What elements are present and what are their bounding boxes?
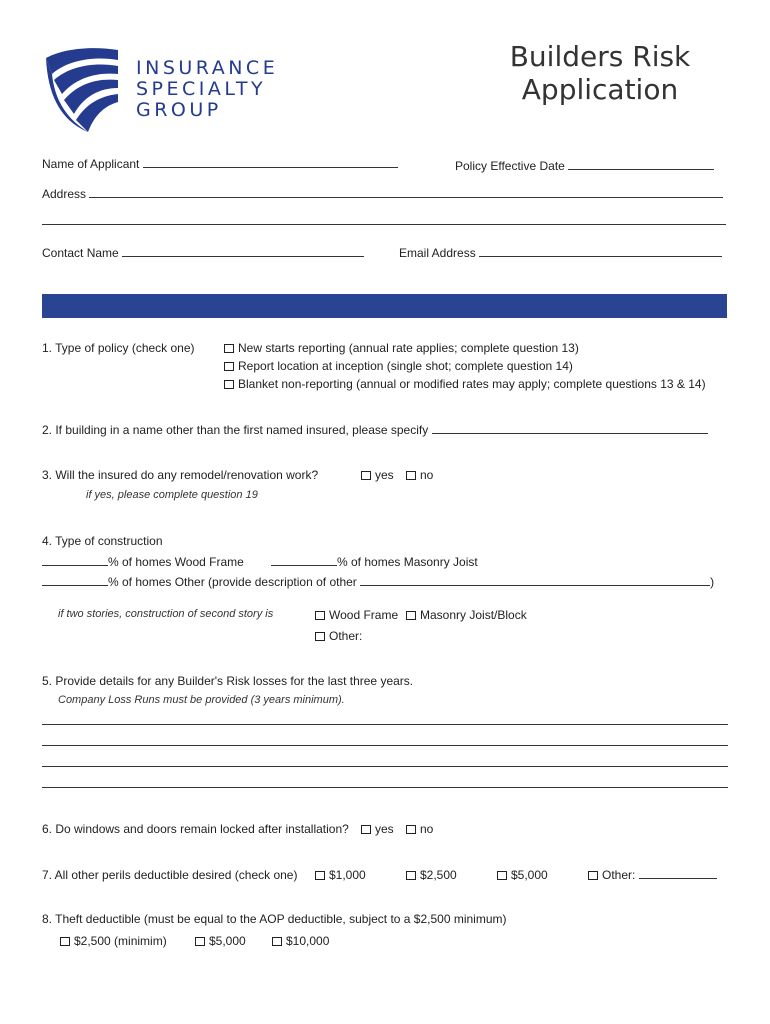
brand-line-1: INSURANCE xyxy=(136,57,279,79)
checkbox[interactable] xyxy=(361,471,371,480)
q6-yes-option[interactable]: yes xyxy=(361,822,394,836)
page-title xyxy=(480,40,720,106)
title-line-2: Application xyxy=(521,73,679,106)
checkbox[interactable] xyxy=(315,632,325,641)
q4-wood-frame-option[interactable]: Wood Frame xyxy=(315,608,398,622)
q4-second-story-note: if two stories, construction of second story is xyxy=(58,608,274,620)
checkbox[interactable] xyxy=(588,871,598,880)
checkbox[interactable] xyxy=(406,825,416,834)
q3-no-option[interactable]: no xyxy=(406,468,433,482)
q7-option-other[interactable]: Other: xyxy=(588,868,717,882)
email-label: Email Address xyxy=(399,246,476,260)
logo-mark-icon xyxy=(44,44,120,134)
q2-field[interactable] xyxy=(42,423,708,437)
q8-option-2500[interactable]: $2,500 (minimim) xyxy=(60,934,167,948)
q6-no-option[interactable]: no xyxy=(406,822,433,836)
q4-masonry-field[interactable]: % of homes Masonry Joist xyxy=(271,555,478,569)
q5-note: Company Loss Runs must be provided (3 years minimum). xyxy=(58,694,345,706)
q7-option-1000[interactable]: $1,000 xyxy=(315,868,366,882)
q3-label: 3. Will the insured do any remodel/renovation work? xyxy=(42,468,319,482)
q5-label: 5. Provide details for any Builder's Risk losses for the last three years. xyxy=(42,674,414,688)
q1-option-3[interactable]: Blanket non-reporting (annual or modified rates may apply; complete questions 13 & 14) xyxy=(224,377,706,391)
checkbox[interactable] xyxy=(361,825,371,834)
q5-answer-line[interactable] xyxy=(42,766,728,767)
q4-masonry-option[interactable]: Masonry Joist/Block xyxy=(406,608,527,622)
q1-option-1[interactable]: New starts reporting (annual rate applies; complete question 13) xyxy=(224,341,579,355)
checkbox[interactable] xyxy=(315,611,325,620)
q4-other-option[interactable]: Other: xyxy=(315,629,362,643)
brand-line-2: SPECIALTY xyxy=(136,78,267,100)
q8-option-5000[interactable]: $5,000 xyxy=(195,934,246,948)
q3-yes-option[interactable]: yes xyxy=(361,468,394,482)
q7-option-2500[interactable]: $2,500 xyxy=(406,868,457,882)
brand-line-3: GROUP xyxy=(136,99,222,121)
q4-wood-field[interactable]: % of homes Wood Frame xyxy=(42,555,244,569)
checkbox[interactable] xyxy=(497,871,507,880)
q1-label: 1. Type of policy (check one) xyxy=(42,341,195,355)
brand-logo-text xyxy=(136,58,278,121)
effective-date-label: Policy Effective Date xyxy=(455,159,565,173)
applicant-name-label: Name of Applicant xyxy=(42,157,140,171)
q5-answer-line[interactable] xyxy=(42,787,728,788)
address-line-2[interactable] xyxy=(42,224,726,225)
q8-label: 8. Theft deductible (must be equal to the AOP deductible, subject to a $2,500 minimum) xyxy=(42,912,507,926)
checkbox[interactable] xyxy=(224,380,234,389)
q2-label: 2. If building in a name other than the first named insured, please specify xyxy=(42,423,429,437)
title-line-1: Builders Risk xyxy=(509,40,691,73)
contact-name-label: Contact Name xyxy=(42,246,119,260)
q4-other-field[interactable]: % of homes Other (provide description of other ) xyxy=(42,575,714,589)
checkbox[interactable] xyxy=(406,611,416,620)
q7-option-5000[interactable]: $5,000 xyxy=(497,868,548,882)
q8-option-10000[interactable]: $10,000 xyxy=(272,934,329,948)
checkbox[interactable] xyxy=(224,362,234,371)
q5-answer-line[interactable] xyxy=(42,745,728,746)
checkbox[interactable] xyxy=(406,871,416,880)
checkbox[interactable] xyxy=(224,344,234,353)
applicant-name-field[interactable] xyxy=(42,157,398,171)
address-label: Address xyxy=(42,187,87,201)
checkbox[interactable] xyxy=(272,937,282,946)
q4-label: 4. Type of construction xyxy=(42,534,163,548)
checkbox[interactable] xyxy=(315,871,325,880)
q3-note: if yes, please complete question 19 xyxy=(86,489,258,501)
checkbox[interactable] xyxy=(406,471,416,480)
address-field[interactable] xyxy=(42,187,723,201)
checkbox[interactable] xyxy=(195,937,205,946)
effective-date-field[interactable] xyxy=(455,159,714,173)
contact-name-field[interactable] xyxy=(42,246,364,260)
section-header-bar xyxy=(42,294,727,318)
checkbox[interactable] xyxy=(60,937,70,946)
q5-answer-line[interactable] xyxy=(42,724,728,725)
q7-label: 7. All other perils deductible desired (check one) xyxy=(42,868,298,882)
q6-label: 6. Do windows and doors remain locked after installation? xyxy=(42,822,349,836)
q1-option-2[interactable]: Report location at inception (single shot; complete question 14) xyxy=(224,359,573,373)
email-field[interactable] xyxy=(399,246,722,260)
